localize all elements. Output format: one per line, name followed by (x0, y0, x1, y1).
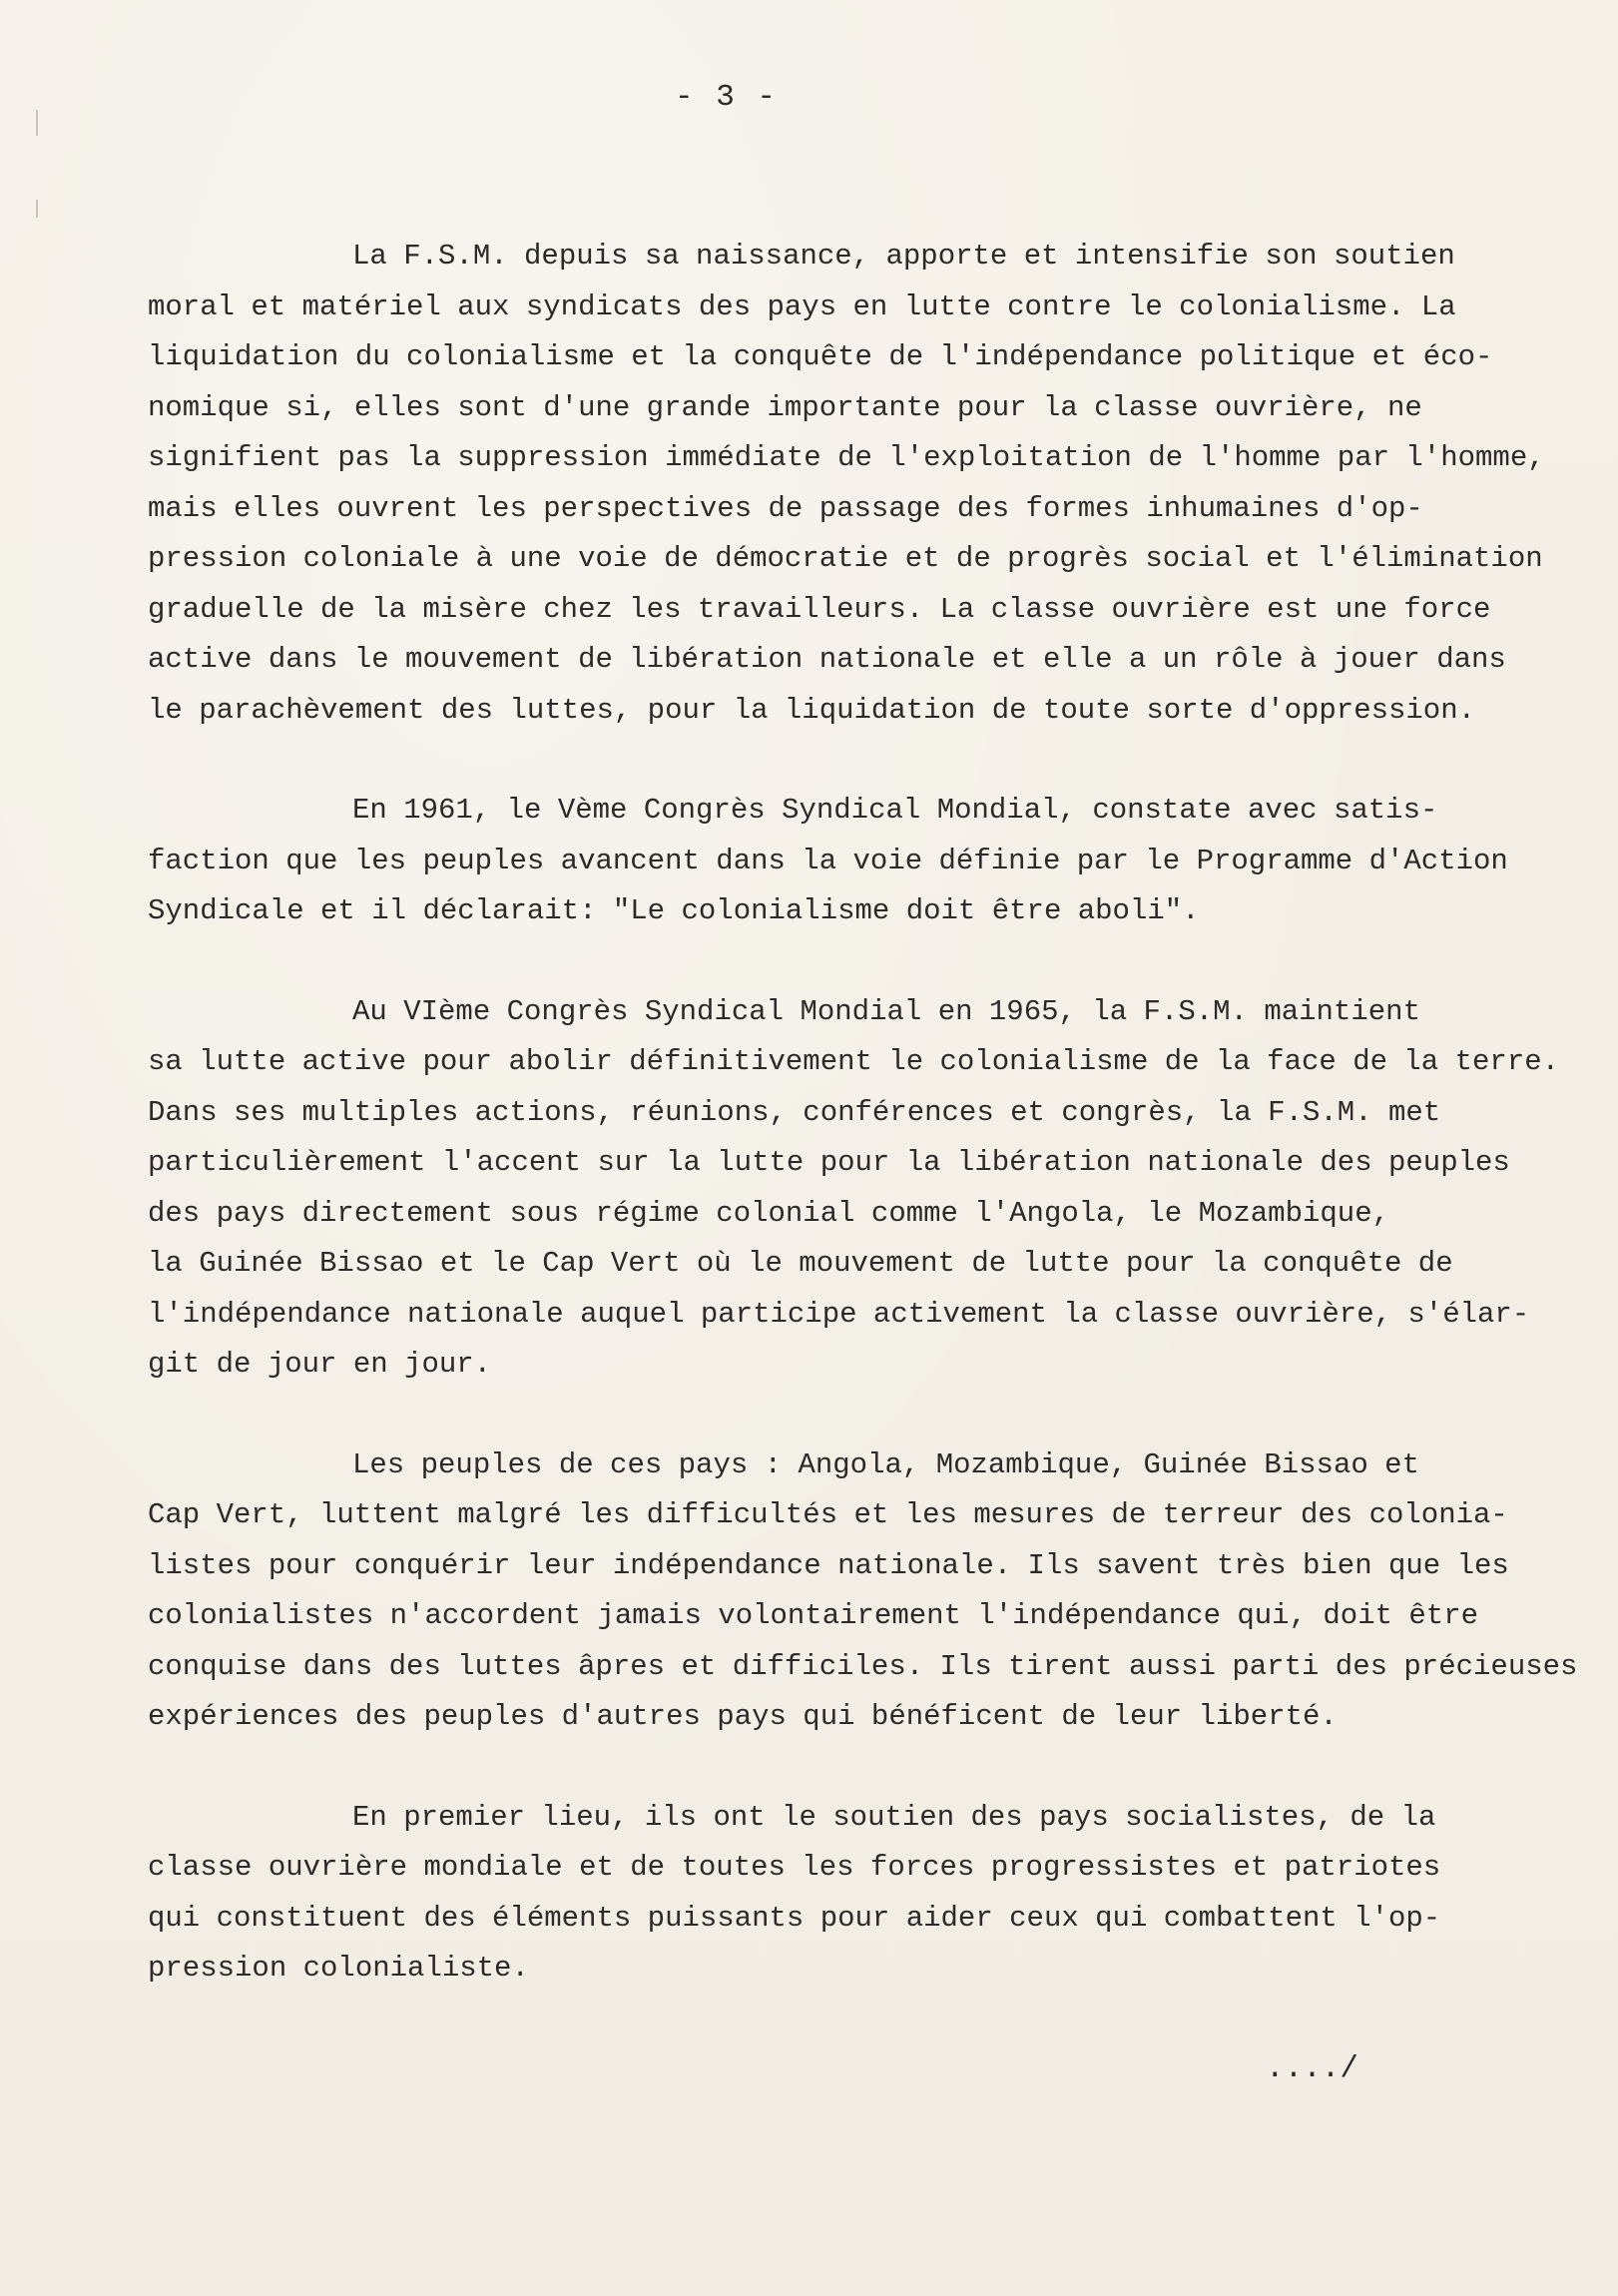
text-line: Les peuples de ces pays : Angola, Mozambique, Guinée Bissao et (352, 1447, 1419, 1481)
text-line: faction que les peuples avancent dans la voie définie par le Programme d'Action (148, 844, 1508, 877)
text-line: le parachèvement des luttes, pour la liquidation de toute sorte d'oppression. (148, 693, 1476, 727)
text-line: La F.S.M. depuis sa naissance, apporte et intensifie son soutien (352, 240, 1455, 273)
text-line: conquise dans des luttes âpres et difficiles. Ils tirent aussi parti des précieuses (148, 1649, 1578, 1683)
text-line: pression colonialiste. (148, 1952, 529, 1985)
text-line: mais elles ouvrent les perspectives de passage des formes inhumaines d'op- (148, 491, 1423, 525)
text-line: Au VIème Congrès Syndical Mondial en 1965, la F.S.M. maintient (352, 994, 1420, 1028)
text-line: des pays directement sous régime colonial comme l'Angola, le Mozambique, (148, 1196, 1390, 1230)
continuation-mark: ..../ (1266, 2051, 1359, 2086)
text-line: En premier lieu, ils ont le soutien des pays socialistes, de la (352, 1800, 1436, 1834)
document-body (148, 232, 1578, 2044)
text-line: l'indépendance nationale auquel participe activement la classe ouvrière, s'élar- (148, 1297, 1530, 1331)
text-line: expériences des peuples d'autres pays qui bénéficent de leur liberté. (148, 1700, 1338, 1733)
text-line: active dans le mouvement de libération nationale et elle a un rôle à jouer dans (148, 643, 1506, 676)
text-line: git de jour en jour. (148, 1348, 492, 1381)
text-line: signifient pas la suppression immédiate de l'exploitation de l'homme par l'homme, (148, 441, 1545, 474)
text-line: En 1961, le Vème Congrès Syndical Mondial, constate avec satis- (352, 794, 1438, 827)
paragraph-congress-1965 (148, 987, 1560, 1391)
text-line: pression coloniale à une voie de démocratie et de progrès social et l'élimination (148, 542, 1543, 575)
text-line: listes pour conquérir leur indépendance nationale. Ils savent très bien que les (148, 1548, 1509, 1582)
text-line: Syndicale et il déclarait: "Le colonialisme doit être aboli". (148, 894, 1200, 927)
paragraph-congress-1961 (148, 786, 1515, 937)
text-line: Cap Vert, luttent malgré les difficultés et les mesures de terreur des colonia- (148, 1498, 1508, 1531)
text-line: qui constituent des éléments puissants pour aider ceux qui combattent l'op- (148, 1901, 1441, 1935)
text-line: la Guinée Bissao et le Cap Vert où le mouvement de lutte pour la conquête de (148, 1247, 1453, 1280)
paragraph-socialist-support (148, 1793, 1515, 1995)
paragraph-peoples-struggle (148, 1440, 1578, 1743)
text-line: nomique si, elles sont d'une grande importante pour la classe ouvrière, ne (148, 390, 1422, 424)
margin-mark (36, 200, 46, 218)
text-line: graduelle de la misère chez les travailleurs. La classe ouvrière est une force (148, 592, 1491, 626)
text-line: Dans ses multiples actions, réunions, conférences et congrès, la F.S.M. met (148, 1095, 1441, 1129)
text-line: liquidation du colonialisme et la conquête de l'indépendance politique et éco- (148, 340, 1493, 373)
paragraph-fsm-support (148, 232, 1545, 736)
page-number: - 3 - (674, 80, 778, 115)
text-line: particulièrement l'accent sur la lutte pour la libération nationale des peuples (148, 1146, 1510, 1179)
text-line: moral et matériel aux syndicats des pays en lutte contre le colonialisme. La (148, 289, 1456, 323)
text-line: colonialistes n'accordent jamais volontairement l'indépendance qui, doit être (148, 1599, 1479, 1632)
text-line: classe ouvrière mondiale et de toutes les forces progressistes et patriotes (148, 1851, 1441, 1884)
text-line: sa lutte active pour abolir définitivement le colonialisme de la face de la terre. (148, 1045, 1560, 1078)
